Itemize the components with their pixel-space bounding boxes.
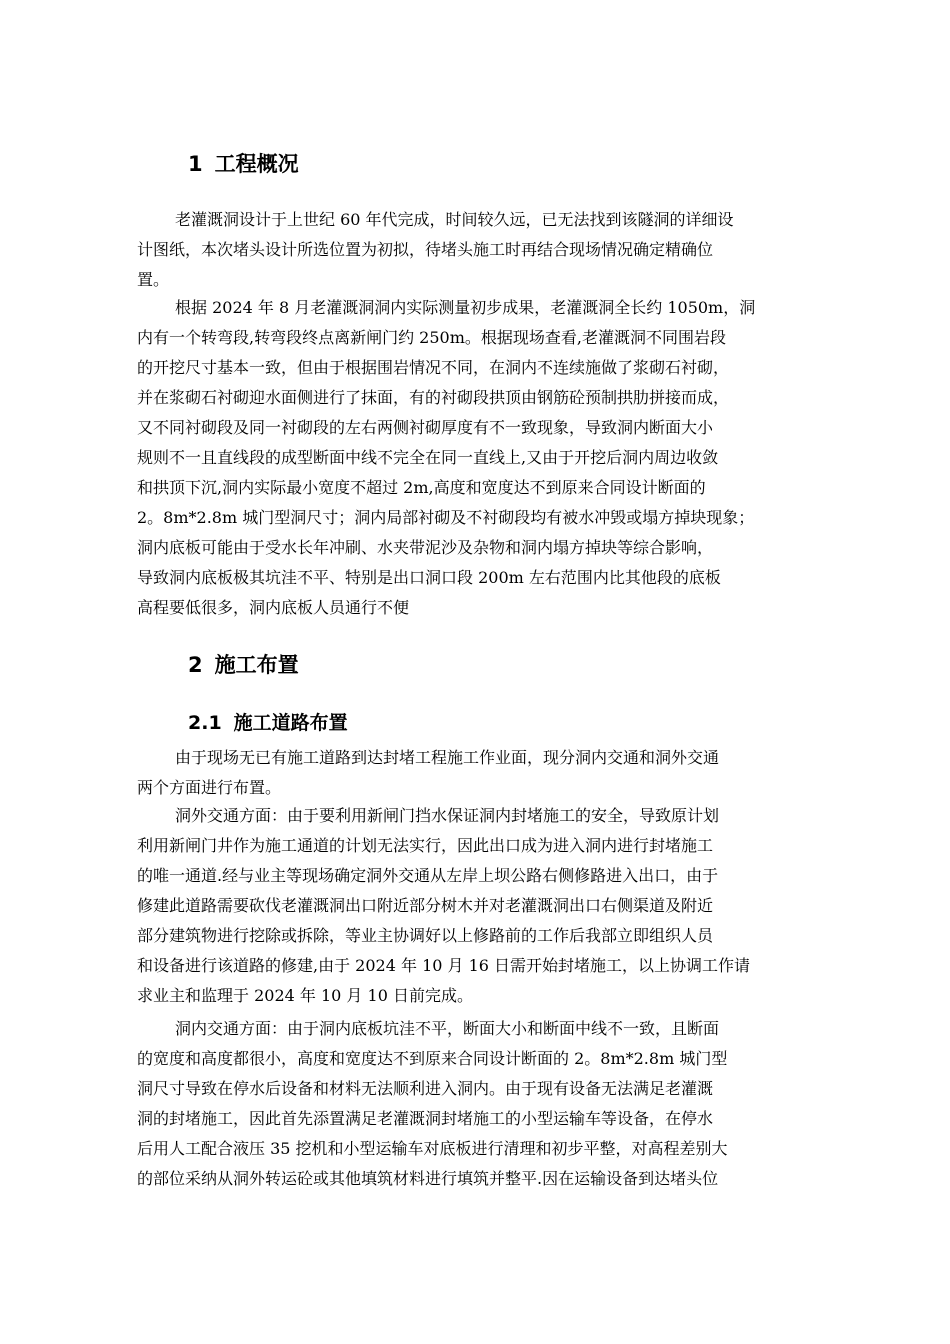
text-line: 后用人工配合液压 35 挖机和小型运输车对底板进行清理和初步平整，对高程差别大	[137, 1139, 728, 1158]
text-line: 的宽度和高度都很小，高度和宽度达不到原来合同设计断面的 2。8m*2.8m 城门型	[137, 1049, 728, 1068]
text-line: 内有一个转弯段,转弯段终点离新闸门约 250m。根据现场查看,老灌溉洞不同围岩段	[137, 328, 726, 347]
text-line: 两个方面进行布置。	[137, 778, 282, 797]
text-line: 2。8m*2.8m 城门型洞尺寸；洞内局部衬砌及不衬砌段均有被水冲毁或塌方掉块现象；	[137, 508, 755, 527]
text-line: 并在浆砌石衬砌迎水面侧进行了抹面，有的衬砌段拱顶由钢筋砼预制拱肋拼接而成，	[137, 388, 730, 407]
section-2-heading	[188, 651, 299, 679]
paragraph	[137, 1014, 837, 1194]
text-line: 由于现场无已有施工道路到达封堵工程施工作业面，现分洞内交通和洞外交通	[175, 748, 720, 767]
text-line: 求业主和监理于 2024 年 10 月 10 日前完成。	[137, 986, 473, 1005]
section-1-title: 工程概况	[214, 152, 299, 176]
text-line: 洞内底板可能由于受水长年冲刷、水夹带泥沙及杂物和洞内塌方掉块等综合影响，	[137, 538, 714, 557]
text-line: 规则不一且直线段的成型断面中线不完全在同一直线上,又由于开挖后洞内周边收敛	[137, 448, 719, 467]
text-line: 洞尺寸导致在停水后设备和材料无法顺利进入洞内。由于现有设备无法满足老灌溉	[137, 1079, 714, 1098]
paragraph	[137, 293, 837, 623]
section-2-number: 2	[188, 653, 203, 677]
text-line: 洞外交通方面：由于要利用新闸门挡水保证洞内封堵施工的安全，导致原计划	[175, 806, 720, 825]
text-line: 修建此道路需要砍伐老灌溉洞出口附近部分树木并对老灌溉洞出口右侧渠道及附近	[137, 896, 714, 915]
section-1-heading	[188, 150, 299, 178]
paragraph	[137, 743, 837, 803]
text-line: 部分建筑物进行挖除或拆除，等业主协调好以上修路前的工作后我部立即组织人员	[137, 926, 714, 945]
section-2-1-number: 2.1	[188, 712, 222, 734]
paragraph	[137, 205, 837, 295]
text-line: 的唯一通道.经与业主等现场确定洞外交通从左岸上坝公路右侧修路进入出口，由于	[137, 866, 719, 885]
text-line: 的部位采纳从洞外转运砼或其他填筑材料进行填筑并整平.因在运输设备到达堵头位	[137, 1169, 719, 1188]
paragraph	[137, 801, 837, 1011]
text-line: 置。	[137, 270, 170, 289]
text-line: 根据 2024 年 8 月老灌溉洞洞内实际测量初步成果，老灌溉洞全长约 1050m，洞	[175, 298, 756, 317]
section-2-1-title: 施工道路布置	[233, 712, 348, 734]
text-line: 和设备进行该道路的修建,由于 2024 年 10 月 16 日需开始封堵施工，以上协调工作请	[137, 956, 751, 975]
text-line: 利用新闸门井作为施工通道的计划无法实行，因此出口成为进入洞内进行封堵施工	[137, 836, 714, 855]
section-2-1-heading	[188, 710, 348, 736]
text-line: 又不同衬砌段及同一衬砌段的左右两侧衬砌厚度有不一致现象，导致洞内断面大小	[137, 418, 714, 437]
text-line: 老灌溉洞设计于上世纪 60 年代完成，时间较久远，已无法找到该隧洞的详细设	[175, 210, 734, 229]
text-line: 导致洞内底板极其坑洼不平、特别是出口洞口段 200m 左右范围内比其他段的底板	[137, 568, 721, 587]
text-line: 洞内交通方面：由于洞内底板坑洼不平，断面大小和断面中线不一致，且断面	[175, 1019, 720, 1038]
section-2-title: 施工布置	[214, 653, 299, 677]
section-1-number: 1	[188, 152, 203, 176]
text-line: 洞的封堵施工，因此首先添置满足老灌溉洞封堵施工的小型运输车等设备，在停水	[137, 1109, 714, 1128]
text-line: 的开挖尺寸基本一致，但由于根据围岩情况不同，在洞内不连续施做了浆砌石衬砌，	[137, 358, 730, 377]
text-line: 高程要低很多，洞内底板人员通行不便	[137, 598, 410, 617]
text-line: 计图纸，本次堵头设计所选位置为初拟，待堵头施工时再结合现场情况确定精确位	[137, 240, 714, 259]
text-line: 和拱顶下沉,洞内实际最小宽度不超过 2m,高度和宽度达不到原来合同设计断面的	[137, 478, 706, 497]
